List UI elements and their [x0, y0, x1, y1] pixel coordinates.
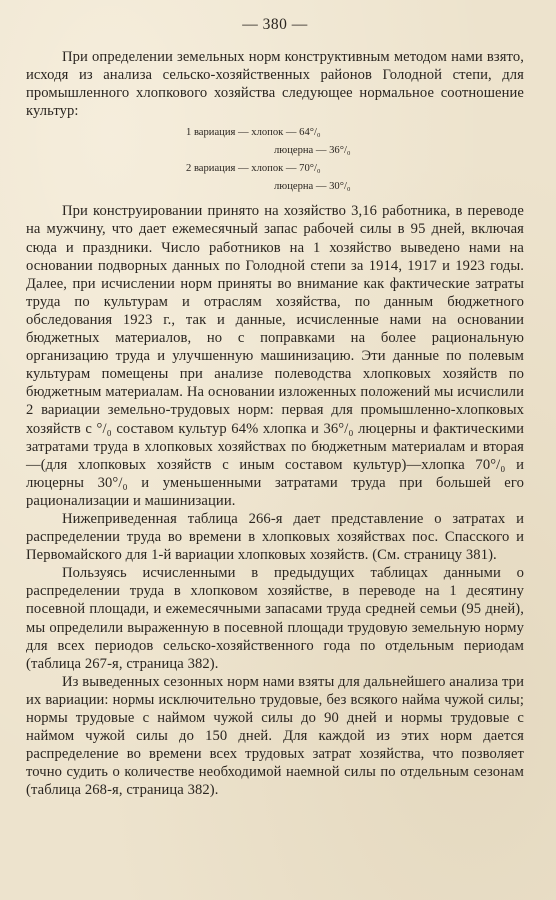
paragraph-construction: При конструировании принято на хозяйство 3,16 работника, в переводе на мужчину, что дает ежемесячный запас рабочей силы в 95 дней, включая сюда и праздники. Число работников на 1 хозяйство выведено нами на основании подворных данных по Голодной степи за 1914, 1917 и 1923 годы. Далее, при исчислении норм приняты во внимание как фактические затраты труда по культурам и отраслям хозяйства, по данным бюджетного обследования 1923 г., так и данные, исчисленные нами на основании бюджетных материалов, но с поправками на более рациональную организацию труда и улучшенную машинизацию. Эти данные по полевым культурам помещены при анализе полеводства хлопковых хозяйств по бюджетным материалам. На основании изложенных положений мы исчислили 2 вариации земельно-трудовых норм: первая для промышленно-хлопковых хозяйств с °/₀ составом культур 64% хлопка и 36°/₀ люцерны и фактическими затратами труда в хлопковых хозяйствах по бюджетным материалам и вторая—(для хлопковых хозяйств с иным составом культур)—хлопка 70°/₀ и люцерны 30°/₀ и уменьшенными затратами труда при большей его рационализации и машинизации.	[26, 203, 524, 509]
variant-2-cotton: 2 вариация — хлопок — 70°/₀	[186, 163, 321, 175]
variant-1-cotton: 1 вариация — хлопок — 64°/₀	[186, 127, 321, 139]
paragraph-table-266: Нижеприведенная таблица 266-я дает представление о затратах и распределении труда во времени в хлопковых хозяйствах пос. Спасского и Первомайского для 1-й вариации хлопковых хозяйств. (См. страницу 381).	[26, 510, 524, 564]
variant-1-alfalfa: люцерна — 36°/₀	[274, 145, 351, 157]
page-number: — 380 —	[242, 16, 308, 33]
paragraph-table-267: Пользуясь исчисленными в предыдущих таблицах данными о распределении труда в хлопковом хозяйстве, в переводе на 1 десятину посевной площади, и ежемесячными запасами труда средней семьи (95 дней), мы определили выраженную в посевной площади трудовую земельную норму для всех периодов сельско-хозяйственного года по отдельным периодам (таблица 267-я, страница 382).	[26, 565, 524, 672]
paragraph-table-268: Из выведенных сезонных норм нами взяты для дальнейшего анализа три их вариации: нормы исключительно трудовые, без всякого найма чужой силы; нормы трудовые с наймом чужой силы до 90 дней и нормы трудовые с наймом чужой силы до 150 дней. Для каждой из этих норм дается распределение во времени всех трудовых затрат хозяйства, что позволяет точно судить о количестве необходимой наемной силы по отдельным сезонам (таблица 268-я, страница 382).	[26, 673, 524, 799]
variant-2-alfalfa: люцерна — 30°/₀	[274, 181, 351, 193]
intro-paragraph: При определении земельных норм конструктивным методом нами взято, исходя из анализа сельско-хозяйственных районов Голодной степи, для промышленного хлопкового хозяйства следующее нормальное соотношение культур:	[26, 49, 524, 120]
crop-variants-list	[26, 124, 524, 198]
